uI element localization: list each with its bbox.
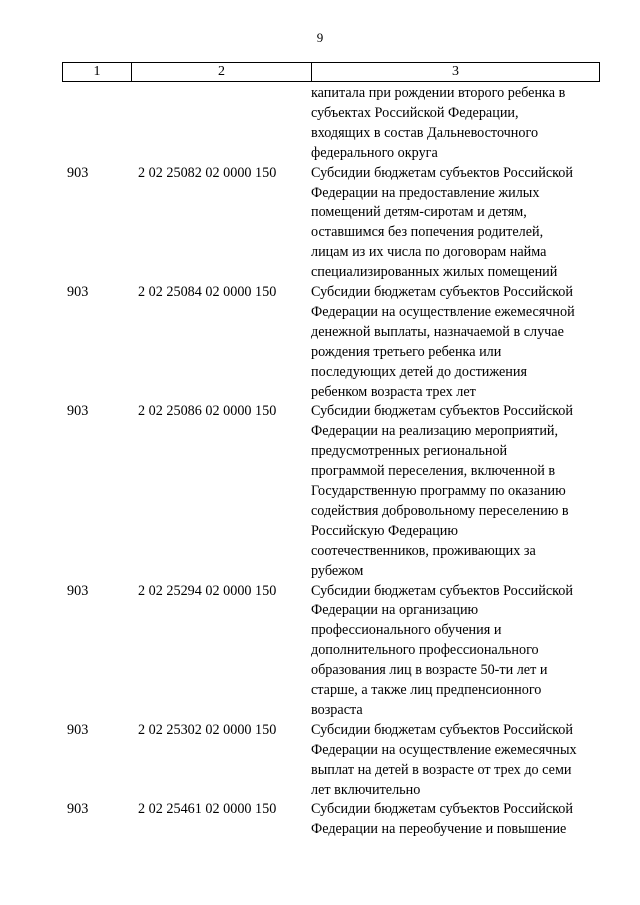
header-col-3: 3 xyxy=(452,64,459,79)
budget-code-cell: 2 02 25084 02 0000 150 xyxy=(138,284,277,300)
description-line: Государственную программу по оказанию xyxy=(311,483,566,500)
header-col-2: 2 xyxy=(132,63,312,81)
description-line: специализированных жилых помещений xyxy=(311,264,558,281)
description-line: дополнительного профессионального xyxy=(311,642,539,659)
description-line: денежной выплаты, назначаемой в случае xyxy=(311,323,564,340)
description-cell xyxy=(311,283,601,402)
description-line: Российскую Федерацию xyxy=(311,522,459,539)
description-line: содействия добровольному переселению в xyxy=(311,502,569,519)
description-line: помещений детям-сиротам и детям, xyxy=(311,204,527,221)
description-line: Федерации на реализацию мероприятий, xyxy=(311,423,559,440)
description-line: Федерации на предоставление жилых xyxy=(311,184,540,201)
description-line: рубежом xyxy=(311,562,364,579)
description-cell xyxy=(311,582,601,721)
description-line: возраста xyxy=(311,701,363,718)
description-cell xyxy=(311,402,601,581)
budget-code-cell: 2 02 25302 02 0000 150 xyxy=(138,721,277,738)
description-line: капитала при рождении второго ребенка в xyxy=(311,85,566,101)
admin-code-cell: 903 xyxy=(67,164,89,181)
budget-code-cell: 2 02 25086 02 0000 150 xyxy=(138,403,277,420)
description-line: Субсидии бюджетам субъектов Российской xyxy=(311,721,573,738)
description-line: соотечественников, проживающих за xyxy=(311,542,536,559)
description-line: последующих детей до достижения xyxy=(311,363,527,380)
description-line: Субсидии бюджетам субъектов Российской xyxy=(311,284,573,300)
description-line: выплат на детей в возрасте от трех до семи xyxy=(311,761,572,778)
header-col-1: 1 xyxy=(63,63,132,81)
description-line: рождения третьего ребенка или xyxy=(311,343,502,360)
description-line: ребенком возраста трех лет xyxy=(311,383,476,400)
admin-code-cell: 903 xyxy=(67,801,89,818)
description-line: входящих в состав Дальневосточного xyxy=(311,124,539,141)
description-line: Субсидии бюджетам субъектов Российской xyxy=(311,582,573,599)
description-line: Субсидии бюджетам субъектов Российской xyxy=(311,801,573,818)
description-cell xyxy=(311,84,601,164)
description-line: лицам из их числа по договорам найма xyxy=(311,244,547,261)
description-line: образования лиц в возрасте 50-ти лет и xyxy=(311,662,548,679)
description-line: Федерации на осуществление ежемесячных xyxy=(311,741,577,758)
description-line: старше, а также лиц предпенсионного xyxy=(311,682,542,699)
description-line: Федерации на переобучение и повышение xyxy=(311,821,567,838)
budget-code-cell: 2 02 25294 02 0000 150 xyxy=(138,582,277,599)
description-line: субъектах Российской Федерации, xyxy=(311,104,519,121)
admin-code-cell: 903 xyxy=(67,582,89,599)
page-number: 9 xyxy=(316,30,324,45)
admin-code-cell: 903 xyxy=(67,284,89,300)
description-cell xyxy=(311,164,601,283)
description-line: федерального округа xyxy=(311,144,438,161)
description-line: лет включительно xyxy=(311,781,421,798)
description-line: профессионального обучения и xyxy=(311,622,502,639)
budget-code-cell: 2 02 25082 02 0000 150 xyxy=(138,164,277,181)
description-line: программой переселения, включенной в xyxy=(311,463,556,480)
description-cell xyxy=(311,800,601,840)
description-line: Федерации на организацию xyxy=(311,602,479,619)
budget-code-cell: 2 02 25461 02 0000 150 xyxy=(138,801,277,818)
description-line: оставшимся без попечения родителей, xyxy=(311,224,544,241)
admin-code-cell: 903 xyxy=(67,721,89,738)
description-line: предусмотренных региональной xyxy=(311,443,508,460)
description-line: Федерации на осуществление ежемесячной xyxy=(311,303,575,320)
description-line: Субсидии бюджетам субъектов Российской xyxy=(311,164,573,181)
description-line: Субсидии бюджетам субъектов Российской xyxy=(311,403,573,420)
description-cell xyxy=(311,721,601,801)
table-header xyxy=(62,62,600,82)
admin-code-cell: 903 xyxy=(67,403,89,420)
